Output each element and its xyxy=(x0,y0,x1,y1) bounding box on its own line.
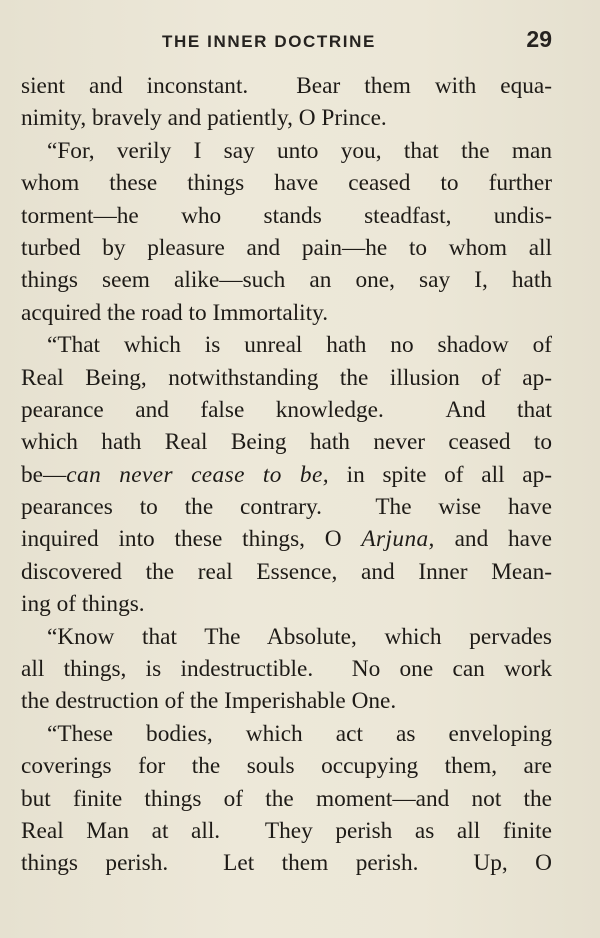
text-segment: things seem alike—such an one, say I, hath xyxy=(21,267,552,294)
text-line xyxy=(21,426,552,458)
text-segment: things perish. Let them perish. Up, O xyxy=(21,850,552,877)
text-segment: “These bodies, which act as enveloping xyxy=(47,720,552,747)
text-line xyxy=(21,70,552,102)
text-line xyxy=(21,588,552,620)
text-segment: which hath Real Being hath never ceased to xyxy=(21,429,552,456)
text-segment: all things, is indestructible. No one can work xyxy=(21,656,552,683)
text-segment: Real Man at all. They perish as all finite xyxy=(21,817,552,844)
text-segment: in spite of all ap- xyxy=(328,461,552,488)
text-line xyxy=(21,232,552,264)
text-segment: Real Being, notwithstanding the illusion of ap- xyxy=(21,364,552,391)
body-text xyxy=(21,70,552,880)
italic-text: Arjuna, xyxy=(361,526,435,553)
text-line xyxy=(21,297,552,329)
text-segment: “Know that The Absolute, which pervades xyxy=(47,623,552,650)
text-line xyxy=(21,167,552,199)
text-segment: the destruction of the Imperishable One. xyxy=(21,688,397,715)
text-segment: but finite things of the moment—and not the xyxy=(21,785,552,812)
text-segment: whom these things have ceased to further xyxy=(21,170,552,197)
page-number: 29 xyxy=(526,26,552,52)
text-line xyxy=(21,135,552,167)
text-line xyxy=(21,523,552,555)
text-segment: coverings for the souls occupying them, are xyxy=(21,753,552,780)
text-segment: inquired into these things, O xyxy=(21,526,362,553)
text-segment: “That which is unreal hath no shadow of xyxy=(47,332,552,359)
text-line xyxy=(21,329,552,361)
text-segment: nimity, bravely and patiently, O Prince. xyxy=(21,105,387,132)
text-segment: “For, verily I say unto you, that the man xyxy=(47,137,552,164)
text-segment: turbed by pleasure and pain—he to whom all xyxy=(21,234,552,261)
text-segment: ing of things. xyxy=(21,591,145,618)
text-segment: discovered the real Essence, and Inner Mean- xyxy=(21,558,552,585)
running-title: THE INNER DOCTRINE xyxy=(162,32,376,51)
text-line xyxy=(21,264,552,296)
text-segment: pearance and false knowledge. And that xyxy=(21,396,552,423)
page-header xyxy=(20,26,552,60)
text-segment: sient and inconstant. Bear them with equa- xyxy=(21,73,552,99)
text-line xyxy=(21,685,552,717)
text-line xyxy=(21,750,552,782)
text-line xyxy=(21,459,552,491)
text-line xyxy=(21,783,552,815)
text-line xyxy=(21,491,552,523)
text-segment: pearances to the contrary. The wise have xyxy=(21,494,552,521)
text-line xyxy=(21,200,552,232)
text-line xyxy=(21,102,552,134)
text-line xyxy=(21,556,552,588)
text-line xyxy=(21,621,552,653)
text-line xyxy=(21,847,552,879)
text-segment: be— xyxy=(21,461,67,488)
text-line xyxy=(21,394,552,426)
text-segment: acquired the road to Immortality. xyxy=(21,299,329,326)
italic-text: can never cease to be, xyxy=(66,461,329,488)
text-segment: torment—he who stands steadfast, undis- xyxy=(21,202,552,229)
text-line xyxy=(21,653,552,685)
text-line xyxy=(21,718,552,750)
text-line xyxy=(21,362,552,394)
text-line xyxy=(21,815,552,847)
text-segment: and have xyxy=(434,526,552,553)
